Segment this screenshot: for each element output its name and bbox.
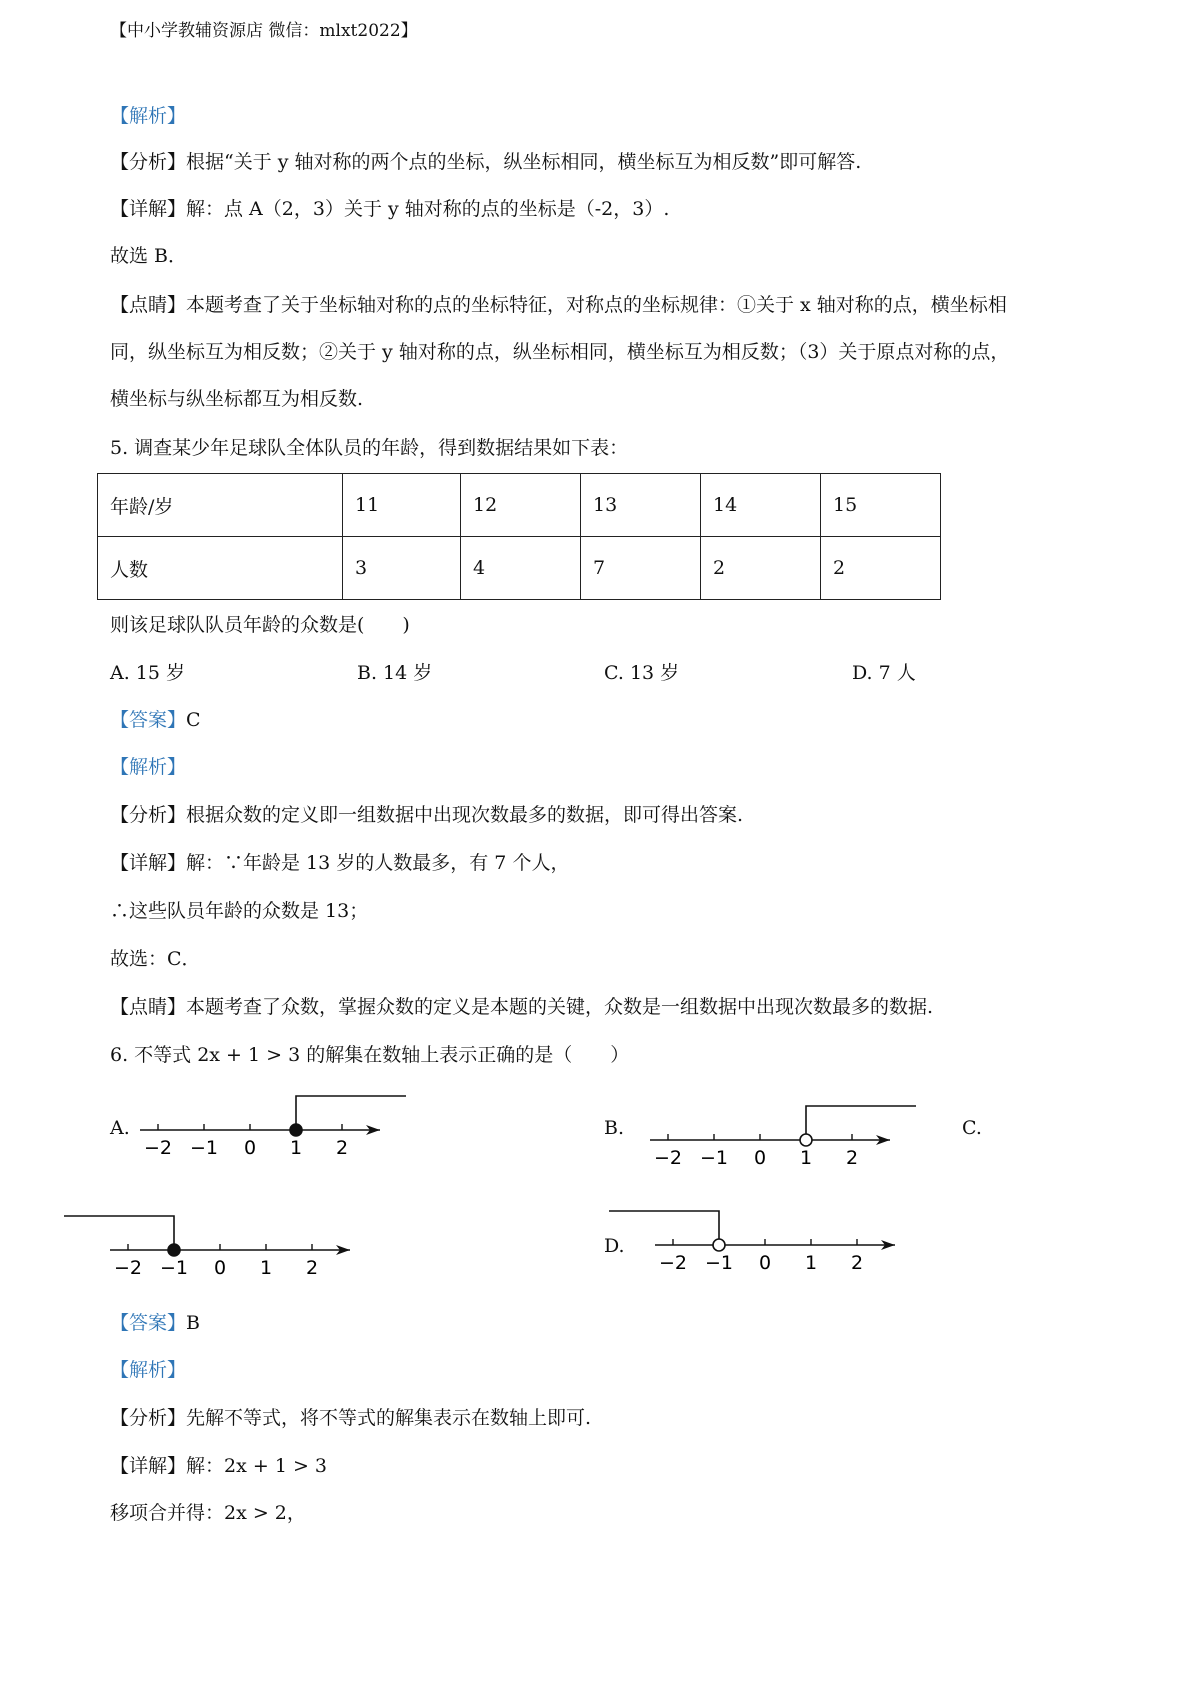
number-line-d (655, 1200, 915, 1295)
answer-tag: 【答案】 (110, 709, 187, 731)
table-cell: 2 (821, 537, 941, 600)
xiangjie-text: 解：∵年龄是 13 岁的人数最多，有 7 个人， (186, 852, 570, 874)
tick-label: 0 (243, 1137, 257, 1159)
fenxi-tag: 【分析】 (110, 1407, 187, 1429)
q6-fenxi (110, 1405, 591, 1431)
hollow-point (713, 1239, 725, 1251)
tick-label: 1 (804, 1252, 818, 1274)
solution-ray (296, 1096, 406, 1130)
q5-question: 则该足球队队员年龄的众数是( ) (110, 614, 410, 636)
table-cell: 人数 (98, 537, 343, 600)
age-table (97, 473, 941, 600)
answer-value: C (186, 709, 201, 731)
q5-jiexi: 【解析】 (110, 756, 187, 778)
q6-jiexi: 【解析】 (110, 1359, 187, 1381)
q6-xiangjie (110, 1453, 327, 1479)
option-b: B. 14 岁 (357, 662, 433, 684)
table-cell: 13 (581, 474, 701, 537)
fenxi-text: 根据“关于 y 轴对称的两个点的坐标，纵坐标相同，横坐标互为相反数”即可解答. (186, 151, 862, 173)
tick-label: 1 (799, 1147, 813, 1169)
option-d: D. 7 人 (852, 662, 916, 684)
number-line-svg (650, 1095, 910, 1185)
table-row (98, 537, 941, 600)
q5-therefore: ∴这些队员年龄的众数是 13； (110, 900, 369, 922)
table-cell: 2 (701, 537, 821, 600)
tick-label: 1 (259, 1257, 273, 1279)
dianjing-tag: 【点睛】 (110, 996, 187, 1018)
q4-dianjing-3: 横坐标与纵坐标都互为相反数. (110, 388, 364, 410)
number-line-c (110, 1205, 370, 1300)
table-cell: 12 (461, 474, 581, 537)
dianjing-text: 本题考查了关于坐标轴对称的点的坐标特征，对称点的坐标规律：①关于 x 轴对称的点，横坐标相 (186, 294, 1007, 316)
tick-label: 2 (850, 1252, 864, 1274)
tick-label: 0 (753, 1147, 767, 1169)
tick-label: 2 (845, 1147, 859, 1169)
dianjing-tag: 【点睛】 (110, 294, 187, 316)
tick-label: −1 (699, 1147, 729, 1169)
q5-fenxi (110, 802, 743, 828)
tick-label: −2 (658, 1252, 688, 1274)
q6-option-d-label: D. (604, 1235, 625, 1257)
solution-ray (64, 1216, 174, 1250)
jiexi-heading: 【解析】 (110, 105, 187, 127)
q6-stem: 6. 不等式 2x + 1 > 3 的解集在数轴上表示正确的是（ ） (110, 1044, 630, 1066)
q6-option-c-label: C. (962, 1117, 982, 1139)
tick-label: 1 (289, 1137, 303, 1159)
table-row (98, 474, 941, 537)
q6-answer (110, 1310, 200, 1336)
table-cell: 7 (581, 537, 701, 600)
table-cell: 11 (343, 474, 461, 537)
table-cell: 15 (821, 474, 941, 537)
q5-dianjing (110, 994, 933, 1020)
q6-yixiang: 移项合并得：2x > 2， (110, 1502, 306, 1524)
q4-guxuan: 故选 B． (110, 245, 188, 267)
solution-ray (609, 1211, 719, 1245)
number-line-svg (655, 1200, 915, 1290)
tick-label: −2 (113, 1257, 143, 1279)
xiangjie-text: 解：2x + 1 > 3 (186, 1455, 327, 1477)
q6-option-b-label: B. (604, 1117, 625, 1139)
q4-fenxi (110, 149, 861, 175)
table-cell: 3 (343, 537, 461, 600)
q5-stem: 5. 调查某少年足球队全体队员的年龄，得到数据结果如下表： (110, 437, 629, 459)
xiangjie-tag: 【详解】 (110, 1455, 187, 1477)
xiangjie-text: 解：点 A（2，3）关于 y 轴对称的点的坐标是（-2，3）. (186, 198, 670, 220)
q5-guxuan: 故选：C． (110, 948, 201, 970)
header-watermark: 【中小学教辅资源店 微信：mlxt2022】 (110, 21, 418, 41)
xiangjie-tag: 【详解】 (110, 852, 187, 874)
dianjing-text: 本题考查了众数，掌握众数的定义是本题的关键，众数是一组数据中出现次数最多的数据. (186, 996, 934, 1018)
option-c: C. 13 岁 (604, 662, 680, 684)
tick-label: −1 (704, 1252, 734, 1274)
q4-dianjing-2: 同，纵坐标互为相反数；②关于 y 轴对称的点，纵坐标相同，横坐标互为相反数；（3）关于原点对称的点， (110, 341, 1010, 363)
number-line-b (650, 1095, 910, 1190)
tick-label: 0 (213, 1257, 227, 1279)
q4-xiangjie (110, 196, 669, 222)
fenxi-text: 根据众数的定义即一组数据中出现次数最多的数据，即可得出答案. (186, 804, 744, 826)
hollow-point (800, 1134, 812, 1146)
tick-label: −2 (653, 1147, 683, 1169)
number-line-svg (110, 1205, 370, 1295)
table-cell: 年龄/岁 (98, 474, 343, 537)
xiangjie-tag: 【详解】 (110, 198, 187, 220)
fenxi-tag: 【分析】 (110, 151, 187, 173)
table-cell: 14 (701, 474, 821, 537)
tick-label: −1 (159, 1257, 189, 1279)
solution-ray (806, 1106, 916, 1140)
q5-answer (110, 707, 201, 733)
table-cell: 4 (461, 537, 581, 600)
fenxi-text: 先解不等式，将不等式的解集表示在数轴上即可. (186, 1407, 592, 1429)
q6-option-a-label: A. (110, 1117, 130, 1139)
tick-label: 0 (758, 1252, 772, 1274)
tick-label: −2 (143, 1137, 173, 1159)
solid-point (290, 1124, 302, 1136)
solid-point (168, 1244, 180, 1256)
tick-label: 2 (305, 1257, 319, 1279)
tick-label: 2 (335, 1137, 349, 1159)
number-line-a (140, 1085, 400, 1180)
answer-tag: 【答案】 (110, 1312, 187, 1334)
option-a: A. 15 岁 (110, 662, 186, 684)
tick-label: −1 (189, 1137, 219, 1159)
q5-xiangjie (110, 850, 569, 876)
number-line-svg (140, 1085, 400, 1175)
fenxi-tag: 【分析】 (110, 804, 187, 826)
q4-dianjing-1 (110, 292, 1007, 318)
answer-value: B (186, 1312, 200, 1334)
